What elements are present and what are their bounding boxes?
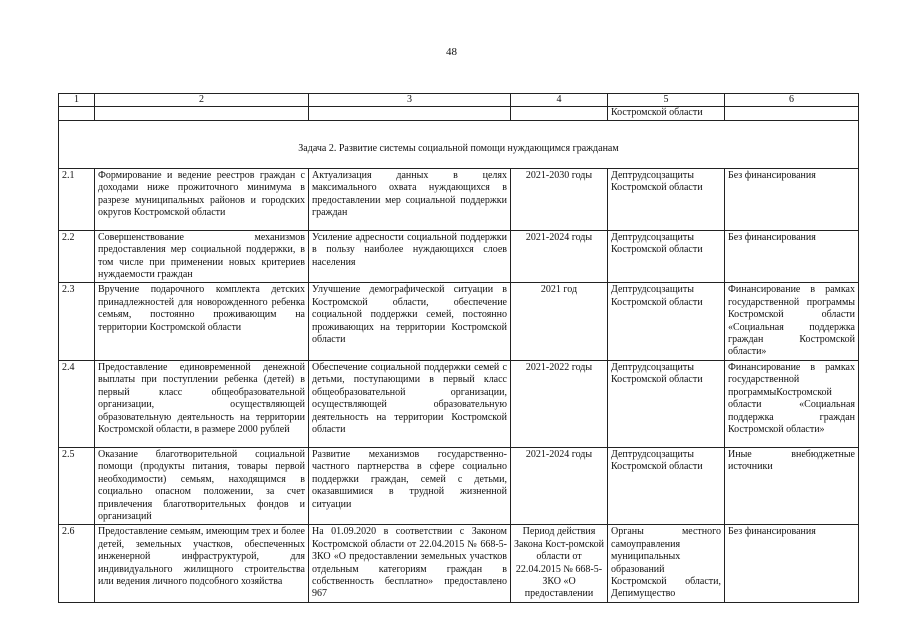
result-cell: На 01.09.2020 в соответствии с Законом Костромской области от 22.04.2015 № 668-5-ЗКО «О предоставлении земельных участков отдельным категориям граждан в собственность бесплатно» предоставлено 967 (309, 525, 511, 602)
cell (95, 107, 309, 120)
table-row (59, 283, 859, 360)
page-number: 48 (446, 46, 457, 58)
period-cell: Период действия Закона Кост-ромской области от 22.04.2015 № 668-5-ЗКО «О предоставлении (511, 525, 608, 602)
table-row (59, 525, 859, 602)
action-cell: Совершенствование механизмов предоставления мер социальной поддержки, в том числе при применении новых критериев нуждаемости граждан (95, 230, 309, 283)
column-number: 6 (725, 94, 859, 107)
row-number: 2.6 (59, 525, 95, 602)
cell (59, 107, 95, 120)
cell (309, 107, 511, 120)
row-number: 2.3 (59, 283, 95, 360)
financing-cell: Финансирование в рамках государственной программыКостромской области «Социальная поддержка граждан Костромской области» (725, 360, 859, 447)
executor-cell: Дептрудсоцзащиты Костромской области (608, 360, 725, 447)
executor-cell: Дептрудсоцзащиты Костромской области (608, 447, 725, 524)
financing-cell: Без финансирования (725, 168, 859, 230)
action-cell: Вручение подарочного комплекта детских принадлежностей для новорожденного ребенка семьям, постоянно проживающим на территории Костромской области (95, 283, 309, 360)
period-cell: 2021-2022 годы (511, 360, 608, 447)
task-title: Задача 2. Развитие системы социальной помощи нуждающимся гражданам (59, 120, 859, 168)
executor-cell: Дептрудсоцзащиты Костромской области (608, 283, 725, 360)
table-row (59, 447, 859, 524)
result-cell: Улучшение демографической ситуации в Костромской области, обеспечение социальной поддержки семей, постоянно проживающих на территории Костромской области (309, 283, 511, 360)
cell (511, 107, 608, 120)
period-cell: 2021-2030 годы (511, 168, 608, 230)
action-cell: Предоставление единовременной денежной выплаты при поступлении ребенка (детей) в первый класс общеобразовательной организации, осуществляющей образовательную деятельность на территории Костромской области, в размере 2000 рублей (95, 360, 309, 447)
row-number: 2.1 (59, 168, 95, 230)
executor-cell: Органы местного самоуправления муниципальных образований Костромской области, Депимущество (608, 525, 725, 602)
action-cell: Оказание благотворительной социальной помощи (продукты питания, товары первой необходимости) семьям, находящимся в социально опасном положении, за счет привлечения благотворительных фондов и организаций (95, 447, 309, 524)
table-row (59, 168, 859, 230)
period-cell: 2021 год (511, 283, 608, 360)
financing-cell: Финансирование в рамках государственной программы Костромской области «Социальная поддержка граждан Костромской области» (725, 283, 859, 360)
column-number: 5 (608, 94, 725, 107)
column-number: 2 (95, 94, 309, 107)
executor-cell: Дептрудсоцзащиты Костромской области (608, 168, 725, 230)
row-number: 2.2 (59, 230, 95, 283)
action-plan-table (58, 93, 859, 603)
period-cell: 2021-2024 годы (511, 230, 608, 283)
column-number-row (59, 94, 859, 107)
action-cell: Предоставление семьям, имеющим трех и более детей, земельных участков, обеспеченных инженерной инфраструктурой, для индивидуального жилищного строительства или ведения личного подсобного хозяйства (95, 525, 309, 602)
continuation-row (59, 107, 859, 120)
cell (725, 107, 859, 120)
result-cell: Усиление адресности социальной поддержки в пользу наиболее нуждающихся слоев населения (309, 230, 511, 283)
financing-cell: Без финансирования (725, 230, 859, 283)
table-row (59, 230, 859, 283)
row-number: 2.5 (59, 447, 95, 524)
table-row (59, 360, 859, 447)
column-number: 3 (309, 94, 511, 107)
result-cell: Обеспечение социальной поддержки семей с детьми, поступающими в первый класс общеобразовательной организации, осуществляющей образовательную деятельность на территории Костромской области (309, 360, 511, 447)
row-number: 2.4 (59, 360, 95, 447)
result-cell: Актуализация данных в целях максимального охвата нуждающихся в предоставлении мер социальной поддержки граждан (309, 168, 511, 230)
executor-cell: Дептрудсоцзащиты Костромской области (608, 230, 725, 283)
financing-cell: Иные внебюджетные источники (725, 447, 859, 524)
period-cell: 2021-2024 годы (511, 447, 608, 524)
financing-cell: Без финансирования (725, 525, 859, 602)
column-number: 4 (511, 94, 608, 107)
result-cell: Развитие механизмов государственно-частного партнерства в сфере социально поддержки граждан, семей с детьми, оказавшимися в трудной жизненной ситуации (309, 447, 511, 524)
executor-cell: Костромской области (608, 107, 725, 120)
column-number: 1 (59, 94, 95, 107)
task-heading-row (59, 120, 859, 168)
action-cell: Формирование и ведение реестров граждан с доходами ниже прожиточного минимума в разрезе муниципальных районов и городских округов Костромской области (95, 168, 309, 230)
